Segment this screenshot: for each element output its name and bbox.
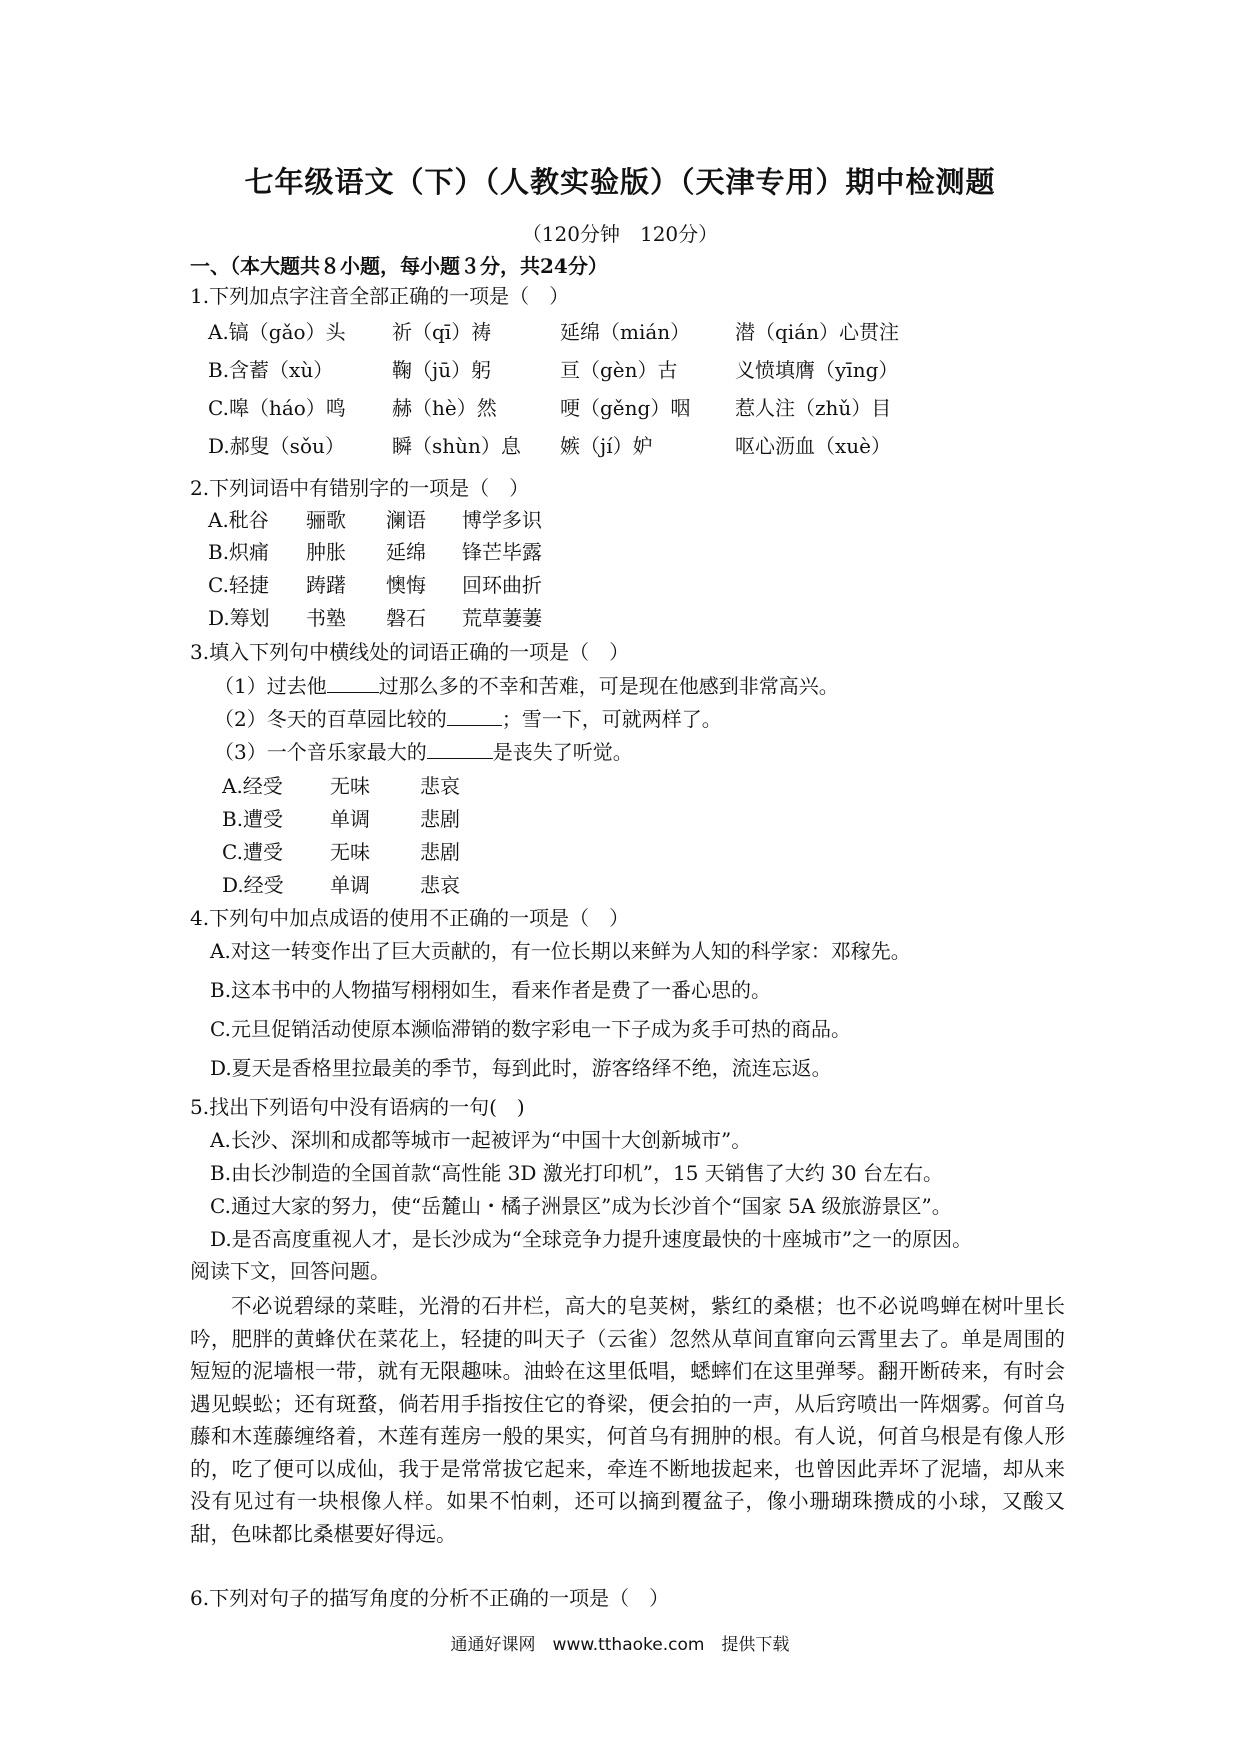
q1-option-b-3: 亘（gèn）古	[560, 358, 678, 382]
reading-intro: 阅读下文，回答问题。	[190, 1259, 390, 1283]
page-title: 七年级语文（下）（人教实验版）（天津专用）期中检测题	[244, 165, 996, 199]
q1-option-a-3: 延绵（mián）	[560, 320, 691, 344]
q2-option-b-1: B.炽痛	[208, 540, 270, 564]
q3-sentence-3-end: 是丧失了听觉。	[492, 740, 633, 764]
fill-blank-1	[327, 672, 379, 693]
q3-sentence-3	[214, 738, 633, 766]
q2-option-c-1: C.轻捷	[208, 573, 269, 597]
q1-option-a-1: A.镐（gǎo）头	[208, 320, 346, 344]
q3-option-d-3: 悲哀	[420, 873, 460, 897]
q1-option-b-2: 鞠（jū）躬	[392, 358, 492, 382]
section-heading: 一、（本大题共８小题，每小题３分，共24分）	[190, 254, 608, 278]
q3-option-d-2: 单调	[330, 873, 370, 897]
q3-option-b-2: 单调	[330, 807, 370, 831]
question-2-stem: 2.下列词语中有错别字的一项是（ ）	[190, 476, 530, 500]
q2-option-a-4: 博学多识	[462, 508, 542, 532]
q4-option-a: A.对这一转变作出了巨大贡献的，有一位长期以来鲜为人知的科学家：邓稼先。	[210, 939, 911, 963]
q3-option-a-1: A.经受	[222, 774, 283, 798]
q5-option-d: D.是否高度重视人才，是长沙成为“全球竞争力提升速度最快的十座城市”之一的原因。	[210, 1227, 973, 1251]
question-3-stem: 3.填入下列句中横线处的词语正确的一项是（ ）	[190, 640, 630, 664]
q1-option-d-1: D.郝叟（sǒu）	[208, 434, 345, 458]
question-1-stem: 1.下列加点字注音全部正确的一项是（ ）	[190, 284, 570, 308]
q3-sentence-1-end: 过那么多的不幸和苦难，可是现在他感到非常高兴。	[378, 674, 839, 698]
q3-sentence-2-start: （2）冬天的百草园比较的	[214, 707, 447, 731]
footer-credit: 通通好课网 www.tthaoke.com 提供下载	[450, 1635, 790, 1655]
question-5-stem: 5.找出下列语句中没有语病的一句( )	[190, 1095, 525, 1119]
q1-option-a-4: 潜（qián）心贯注	[735, 320, 900, 344]
q3-option-a-3: 悲哀	[420, 774, 460, 798]
fill-blank-3	[427, 738, 493, 759]
question-6-stem: 6.下列对句子的描写角度的分析不正确的一项是（ ）	[190, 1586, 670, 1610]
q1-option-c-1: C.嗥（háo）鸣	[208, 396, 346, 420]
fill-blank-2	[447, 705, 502, 726]
q2-option-c-3: 懊悔	[386, 573, 426, 597]
q2-option-a-3: 澜语	[386, 508, 426, 532]
question-4-stem: 4.下列句中加点成语的使用不正确的一项是（ ）	[190, 906, 630, 930]
q3-sentence-2-end: ；雪一下，可就两样了。	[501, 707, 722, 731]
q1-option-b-1: B.含蓄（xù）	[208, 358, 334, 382]
reading-passage: 不必说碧绿的菜畦，光滑的石井栏，高大的皂荚树，紫红的桑椹；也不必说鸣蝉在树叶里长吟，肥胖的黄蜂伏在菜花上，轻捷的叫天子（云雀）忽然从草间直窜向云霄里去了。单是周围的短短的泥墙根一带，就有无限趣味。油蛉在这里低唱，蟋蟀们在这里弹琴。翻开断砖来，有时会遇见蜈蚣；还有斑蝥，倘若用手指按住它的脊梁，便会拍的一声，从后窍喷出一阵烟雾。何首乌藤和木莲藤缠络着，木莲有莲房一般的果实，何首乌有拥肿的根。有人说，何首乌根是有像人形的，吃了便可以成仙，我于是常常拔它起来，牵连不断地拔起来，也曾因此弄坏了泥墙，却从来没有见过有一块根像人样。如果不怕刺，还可以摘到覆盆子，像小珊瑚珠攒成的小球，又酸又甜，色味都比桑椹要好得远。	[190, 1294, 1065, 1546]
q2-option-d-4: 荒草萋萋	[462, 606, 542, 630]
q3-sentence-3-start: （3）一个音乐家最大的	[214, 740, 427, 764]
q2-option-b-2: 肿胀	[306, 540, 346, 564]
q2-option-b-3: 延绵	[386, 540, 426, 564]
q1-option-c-2: 赫（hè）然	[392, 396, 497, 420]
q3-option-c-2: 无味	[330, 840, 370, 864]
q3-option-b-3: 悲剧	[420, 807, 460, 831]
q1-option-b-4: 义愤填膺（yīng）	[735, 358, 899, 382]
q4-option-b: B.这本书中的人物描写栩栩如生，看来作者是费了一番心思的。	[210, 978, 772, 1002]
q1-option-a-2: 祈（qī）祷	[392, 320, 492, 344]
q2-option-d-2: 书塾	[306, 606, 346, 630]
q5-option-c: C.通过大家的努力，使“岳麓山・橘子洲景区”成为长沙首个“国家 5A 级旅游景区”。	[210, 1194, 952, 1218]
q2-option-d-3: 磐石	[386, 606, 426, 630]
q2-option-c-4: 回环曲折	[462, 573, 542, 597]
q2-option-a-2: 骊歌	[306, 508, 346, 532]
q2-option-a-1: A.秕谷	[208, 508, 269, 532]
q3-sentence-2	[214, 705, 722, 733]
q3-option-b-1: B.遭受	[222, 807, 284, 831]
q3-option-c-3: 悲剧	[420, 840, 460, 864]
q2-option-b-4: 锋芒毕露	[462, 540, 542, 564]
q3-sentence-1-start: （1）过去他	[214, 674, 327, 698]
q3-option-c-1: C.遭受	[222, 840, 283, 864]
q2-option-d-1: D.筹划	[208, 606, 270, 630]
q3-option-a-2: 无味	[330, 774, 370, 798]
q4-option-d: D.夏天是香格里拉最美的季节，每到此时，游客络绎不绝，流连忘返。	[210, 1056, 832, 1080]
q1-option-d-3: 嫉（jí）妒	[560, 434, 653, 458]
q1-option-c-4: 惹人注（zhǔ）目	[735, 396, 892, 420]
q1-option-c-3: 哽（gěng）咽	[560, 396, 691, 420]
q5-option-a: A.长沙、深圳和成都等城市一起被评为“中国十大创新城市”。	[210, 1128, 752, 1152]
q2-option-c-2: 踌躇	[306, 573, 346, 597]
q5-option-b: B.由长沙制造的全国首款“高性能 3D 激光打印机”，15 天销售了大约 30 台左右。	[210, 1161, 943, 1185]
q1-option-d-2: 瞬（shùn）息	[392, 434, 521, 458]
page-subtitle: （120分钟 120分）	[521, 222, 719, 246]
q3-option-d-1: D.经受	[222, 873, 284, 897]
q1-option-d-4: 呕心沥血（xuè）	[735, 434, 891, 458]
q3-sentence-1	[214, 672, 839, 700]
q4-option-c: C.元旦促销活动使原本濒临滞销的数字彩电一下子成为炙手可热的商品。	[210, 1017, 851, 1041]
